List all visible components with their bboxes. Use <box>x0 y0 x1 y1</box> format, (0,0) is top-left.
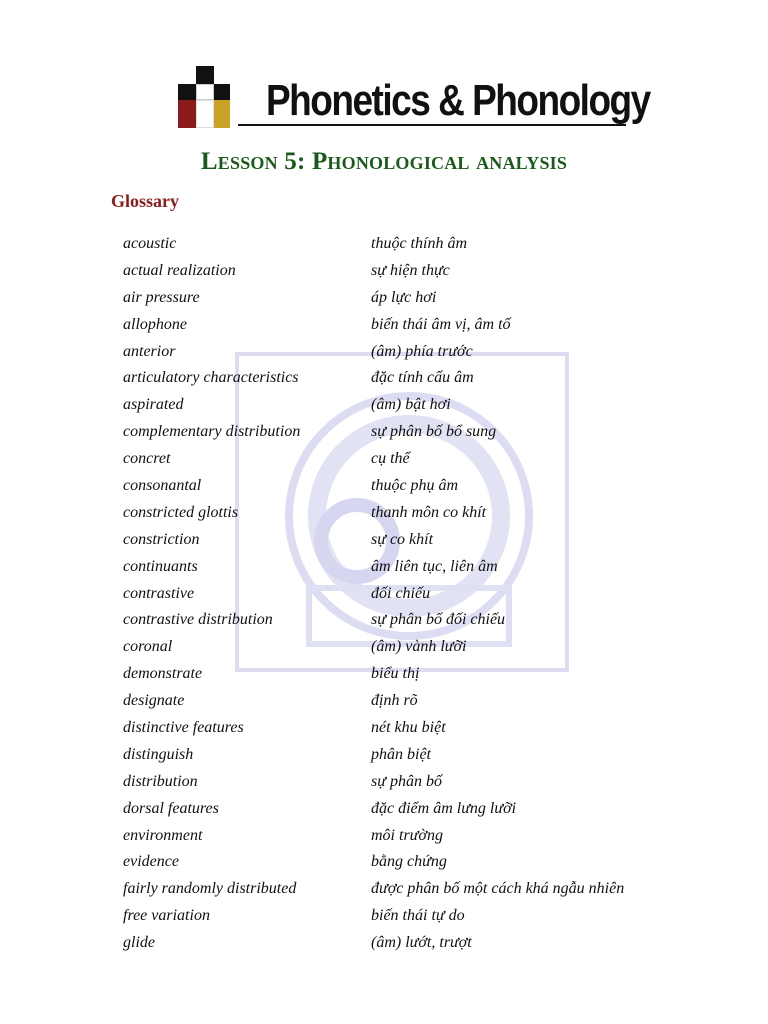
glossary-row <box>0 477 768 504</box>
glossary-definition: thuộc phụ âm <box>371 477 459 495</box>
quadrant-blocks-logo-icon <box>178 66 232 128</box>
glossary-row <box>0 262 768 289</box>
glossary-term: free variation <box>123 907 210 925</box>
glossary-term: concret <box>123 450 171 468</box>
glossary-definition: (âm) lướt, trượt <box>371 934 472 952</box>
glossary-term: environment <box>123 826 203 844</box>
glossary-row <box>0 504 768 531</box>
glossary-definition: được phân bố một cách khá ngẫu nhiên <box>371 880 625 898</box>
glossary-term: fairly randomly distributed <box>123 880 297 898</box>
glossary-definition: nét khu biệt <box>371 719 446 737</box>
glossary-row <box>0 558 768 585</box>
glossary-row <box>0 316 768 343</box>
glossary-row <box>0 396 768 423</box>
glossary-term: distribution <box>123 772 198 790</box>
glossary-definition: sự hiện thực <box>371 261 450 279</box>
glossary-row <box>0 880 768 907</box>
glossary-definition: biểu thị <box>371 665 420 683</box>
glossary-row <box>0 853 768 880</box>
glossary-definition: đặc điểm âm lưng lưỡi <box>371 799 517 817</box>
glossary-term: constricted glottis <box>123 503 239 521</box>
glossary-definition: thanh môn co khít <box>371 503 487 521</box>
glossary-definition: (âm) bật hơi <box>371 396 451 414</box>
glossary-row <box>0 746 768 773</box>
glossary-term: demonstrate <box>123 665 203 683</box>
glossary-term: coronal <box>123 638 173 656</box>
glossary-list <box>0 235 768 961</box>
glossary-definition: định rõ <box>371 692 418 710</box>
glossary-definition: cụ thể <box>371 450 410 468</box>
glossary-term: distinctive features <box>123 719 244 737</box>
glossary-row <box>0 827 768 854</box>
glossary-definition: (âm) vành lưỡi <box>371 638 467 656</box>
header-rule <box>238 124 626 126</box>
glossary-definition: âm liên tục, liên âm <box>371 557 498 575</box>
glossary-term: articulatory characteristics <box>123 369 299 387</box>
glossary-definition: biến thái âm vị, âm tố <box>371 315 511 333</box>
glossary-row <box>0 773 768 800</box>
glossary-term: consonantal <box>123 477 202 495</box>
glossary-definition: biến thái tự do <box>371 907 465 925</box>
glossary-term: actual realization <box>123 261 236 279</box>
glossary-term: designate <box>123 692 185 710</box>
document-header <box>178 66 650 130</box>
glossary-term: contrastive <box>123 584 195 602</box>
section-title: Glossary <box>111 191 180 211</box>
glossary-row <box>0 692 768 719</box>
glossary-term: glide <box>123 934 155 952</box>
glossary-term: air pressure <box>123 288 200 306</box>
glossary-term: evidence <box>123 853 179 871</box>
glossary-row <box>0 800 768 827</box>
brand-title: Phonetics & Phonology <box>266 76 650 125</box>
glossary-definition: đối chiếu <box>371 584 431 602</box>
glossary-term: acoustic <box>123 235 177 252</box>
glossary-row <box>0 423 768 450</box>
glossary-row <box>0 289 768 316</box>
glossary-row <box>0 585 768 612</box>
glossary-term: dorsal features <box>123 799 219 817</box>
glossary-row <box>0 665 768 692</box>
glossary-row <box>0 934 768 961</box>
glossary-row <box>0 450 768 477</box>
glossary-definition: sự phân bố <box>371 772 442 790</box>
glossary-term: contrastive distribution <box>123 611 273 629</box>
glossary-term: distinguish <box>123 745 194 763</box>
glossary-term: complementary distribution <box>123 423 301 441</box>
glossary-term: constriction <box>123 530 200 548</box>
glossary-row <box>0 719 768 746</box>
glossary-definition: (âm) phía trước <box>371 342 473 360</box>
glossary-definition: phân biệt <box>371 745 431 763</box>
glossary-row <box>0 638 768 665</box>
glossary-definition: sự co khít <box>371 530 434 548</box>
glossary-row <box>0 343 768 370</box>
glossary-term: continuants <box>123 557 198 575</box>
glossary-definition: bằng chứng <box>371 853 447 871</box>
glossary-definition: sự phân bố đối chiếu <box>371 611 506 629</box>
glossary-row <box>0 611 768 638</box>
glossary-term: allophone <box>123 315 187 333</box>
glossary-row <box>0 531 768 558</box>
glossary-definition: sự phân bố bổ sung <box>371 423 497 441</box>
glossary-row <box>0 235 768 262</box>
glossary-definition: đặc tính cấu âm <box>371 369 474 387</box>
glossary-definition: áp lực hơi <box>371 288 437 306</box>
glossary-row <box>0 907 768 934</box>
lesson-title: Lesson 5: Phonological analysis <box>200 148 568 175</box>
glossary-term: anterior <box>123 342 176 360</box>
glossary-term: aspirated <box>123 396 184 414</box>
glossary-definition: thuộc thính âm <box>371 235 467 252</box>
glossary-row <box>0 369 768 396</box>
glossary-definition: môi trường <box>371 826 443 844</box>
